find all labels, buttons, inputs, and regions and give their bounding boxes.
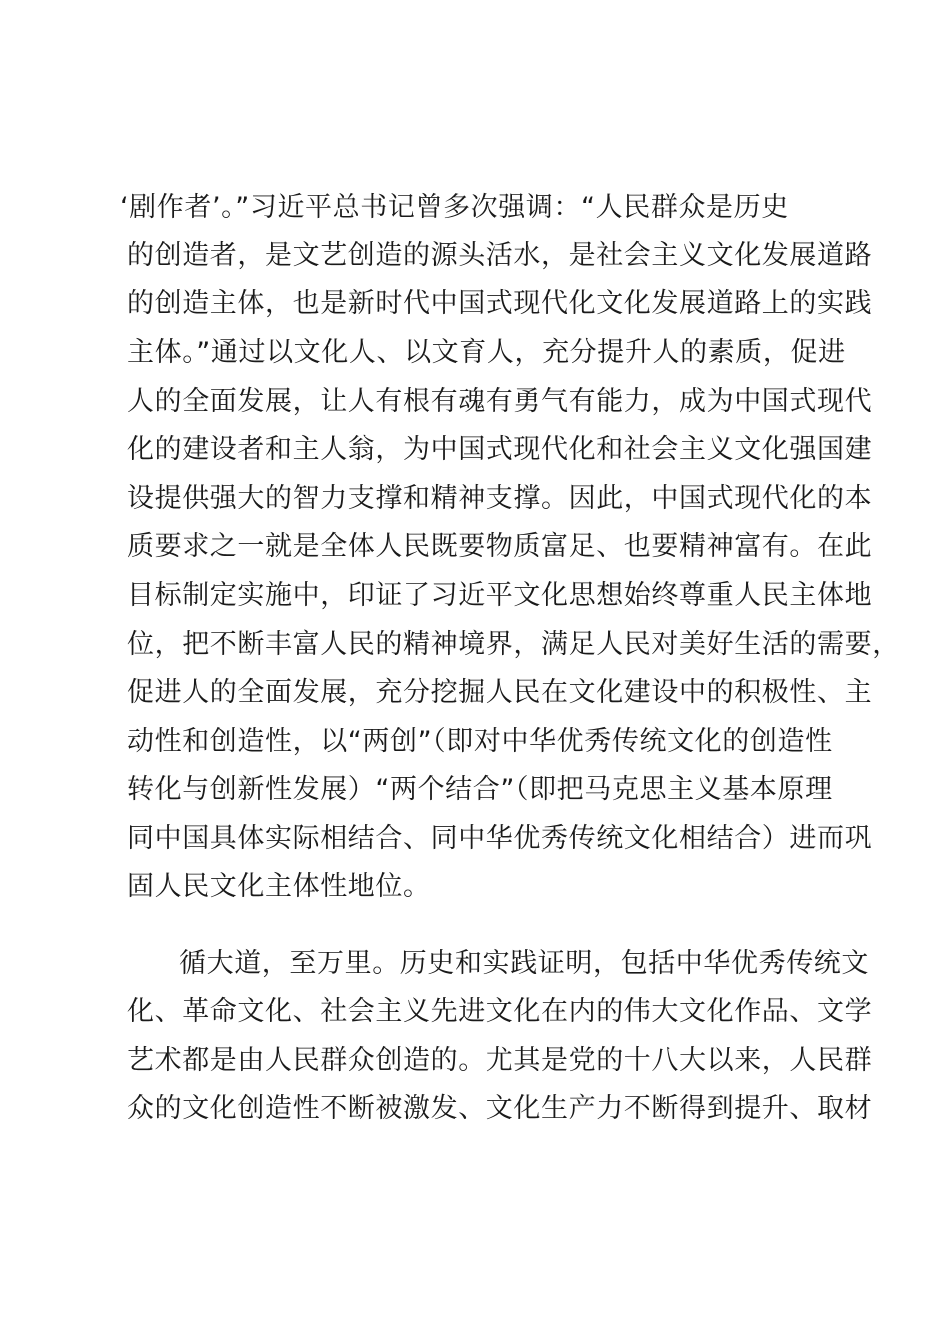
text-line: 人的全面发展，让人有根有魂有勇气有能力，成为中国式现代 (127, 386, 873, 417)
text-line: 的创造主体，也是新时代中国式现代化文化发展道路上的实践 (127, 288, 873, 319)
text-line: 的创造者，是文艺创造的源头活水，是社会主义文化发展道路 (127, 240, 873, 271)
text-line: 同中国具体实际相结合、同中华优秀传统文化相结合）进而巩 (127, 823, 873, 854)
text-line: 艺术都是由人民群众创造的。尤其是党的十八大以来，人民群 (127, 1045, 873, 1076)
text-line: 化、革命文化、社会主义先进文化在内的伟大文化作品、文学 (127, 996, 873, 1027)
text-line: 固人民文化主体性地位。 (127, 871, 431, 902)
text-line: 位，把不断丰富人民的精神境界，满足人民对美好生活的需要， (127, 629, 900, 660)
text-line: 循大道，至万里。历史和实践证明，包括中华优秀传统文 (179, 948, 869, 979)
text-line: 促进人的全面发展，充分挖掘人民在文化建设中的积极性、主 (127, 677, 873, 708)
text-line: 质要求之一就是全体人民既要物质富足、也要精神富有。在此 (127, 531, 873, 562)
text-line: 设提供强大的智力支撑和精神支撑。因此，中国式现代化的本 (127, 483, 873, 514)
text-line: 转化与创新性发展）“两个结合”（即把马克思主义基本原理 (127, 774, 833, 805)
text-line: 众的文化创造性不断被激发、文化生产力不断得到提升、取材 (127, 1093, 873, 1124)
text-line: 动性和创造性，以“两创”（即对中华优秀传统文化的创造性 (127, 726, 833, 757)
text-line: 化的建设者和主人翁，为中国式现代化和社会主义文化强国建 (127, 434, 873, 465)
text-line: ‘剧作者’。”习近平总书记曾多次强调：“人民群众是历史 (120, 192, 789, 223)
text-line: 主体。”通过以文化人、以文育人，充分提升人的素质，促进 (127, 337, 846, 368)
text-line: 目标制定实施中，印证了习近平文化思想始终尊重人民主体地 (127, 580, 873, 611)
